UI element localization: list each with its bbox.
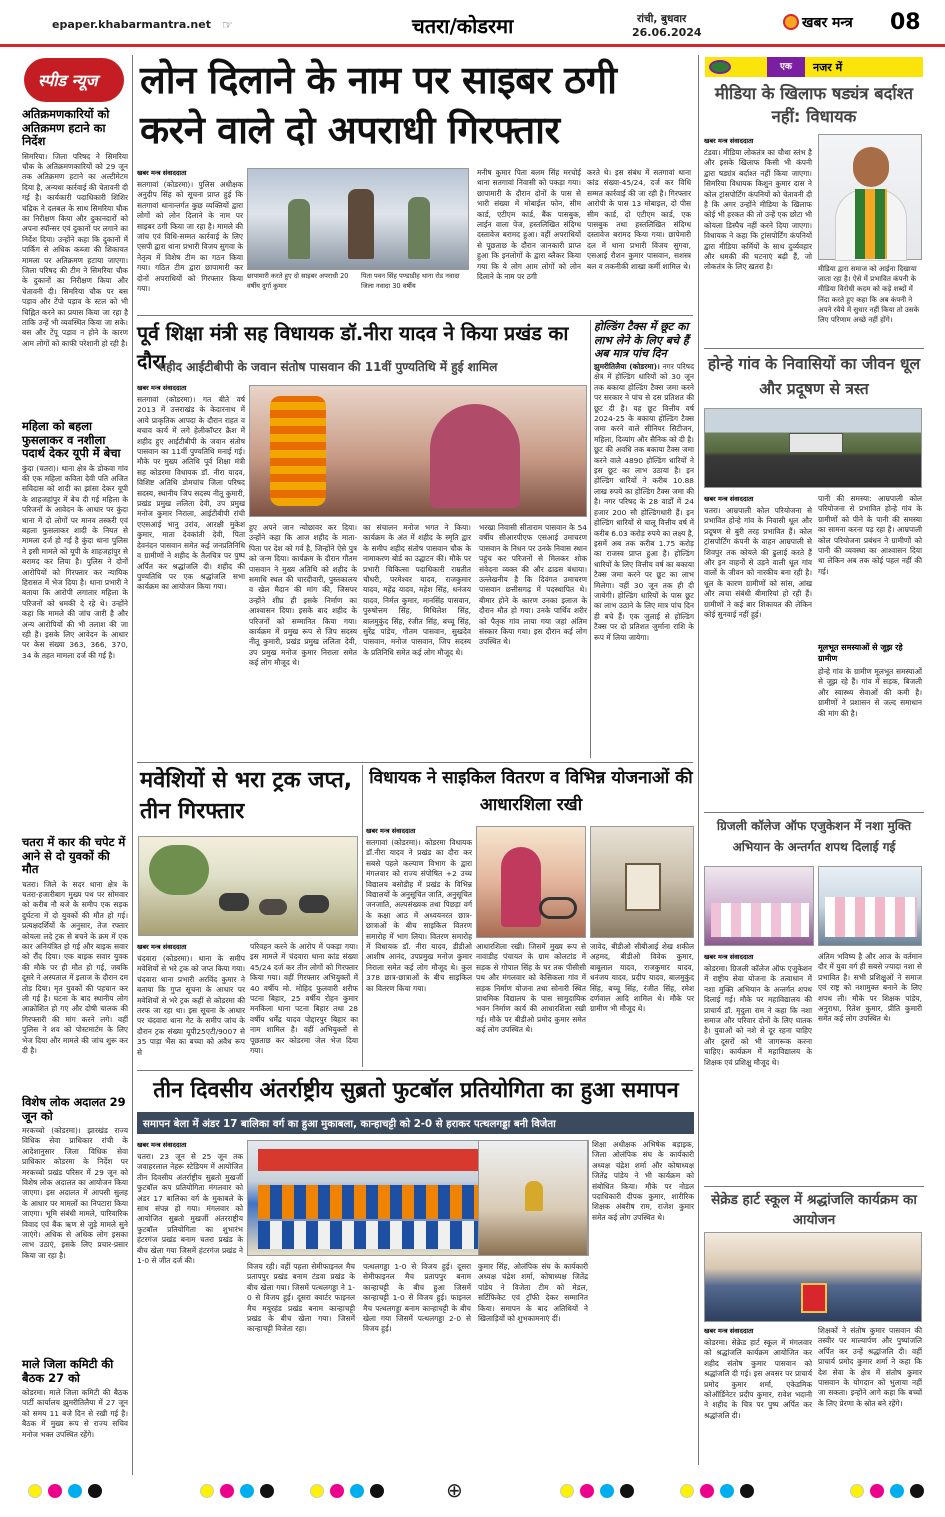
cattle-column-text: परिवहन करने के आरोप में पकड़ा गया। इस मामले में चंदवारा थाना कांड संख्या 45/24 दर्ज कर तीन लोगों को गिरफ्तार किया गया। वहीं गिरफ्तार अभियुक्तों में 40 वर्षीय मो. मोहिद फुलवारी शरीफ पटना बिहार, 25 वर्षीय रोहन कुमार मनकिला थाना पटना बिहार तथा 28 वर्षीय धर्मेंद्र यादव पोद्दारपुर बिहार का नाम शामिल है। वहीं अभियुक्तों से पूछताछ कर कोडरमा जेल भेज दिया गया।	[250, 942, 358, 1056]
sacred-col-1	[704, 1326, 812, 1466]
left-story-5	[22, 1358, 128, 1468]
byline: खबर मन्त्र संवाददाता	[704, 137, 754, 145]
masthead	[0, 0, 945, 47]
holding-dateline: झुमरीतिलैया (कोडरमा)।	[594, 362, 660, 371]
left-story-body: सिमरिया। जिला परिषद ने सिमरिया चौक के अतिक्रमणकारियों को 29 जून तक अतिक्रमण हटाने का अल्टीमेटम दिया है, अन्यथा कार्रवाई की चेतावनी दी गई है। कार्यकारी पदाधिकारी शिशिर चंद्रिक ने दलबल के साथ सिमरिया चौक का निरीक्षण किया और दुकानदारों को अपना स्पॉन्सर एवं दुकानों पर लगाने का निर्देश दिया। उन्होंने कहा कि दुकानों में पार्किंग से अधिक कब्जा की शिकायत मामला पर अतिक्रमण हटाया जाएगा। जिला परिषद की टीम ने सिमरिया चौक के दुकानों का निरीक्षण किया और चेतावनी दी। सिमरिया चौक पर बस पड़ाव और टेंपो पड़ाव के स्टल को भी चिह्नित करने का प्रयास किया जा रहा है ताकि उन्हें भी व्यवस्थित किया जा सके। बस और टेंपू पड़ाव न होने के कारण आम लोगों को काफी परेशानी हो रही है।	[22, 151, 128, 348]
section-divider	[704, 1186, 924, 1187]
left-story-body: कोडरमा। माले जिला कमिटी की बैठक पार्टी कार्यालय झुमरीतिलैया में 27 जून को समय 11 बजे दिन से रखी गई है। बैठक में मुख्य रूप से राज्य सचिव मनोज भक्त उपस्थित रहेंगे।	[22, 1388, 128, 1439]
color-registration-dot	[310, 1484, 324, 1498]
cattle-truck-photo	[138, 836, 358, 936]
holding-story	[594, 320, 694, 758]
speed-news-text: स्पीड न्यूज	[38, 71, 98, 90]
mla-media-col-1	[704, 136, 812, 344]
sacred-text: शिक्षकों ने संतोष कुमार पासवान की तस्वीर पर माल्यार्पण और पुष्पांजलि अर्पित कर उन्हें श्रद्धांजलि दी। वहीं प्राचार्य प्रमोद कुमार शर्मा ने कहा कि देश सेवा के क्षेत्र में संतोष कुमार पासवान के योगदान को भुलाया नहीं जा सकता। इन्होंने आगे कहा कि बच्चों के लिए प्रेरणा के स्रोत बने रहेंगे।	[818, 1326, 922, 1408]
cattle-col-1	[137, 942, 245, 1064]
stone-plaque	[625, 863, 661, 911]
issue-date: 26.06.2024	[632, 26, 702, 39]
left-story-title: महिला को बहला फुसलाकर व नशीला पदार्थ देकर यूपी में बेचा	[22, 419, 121, 460]
left-story-title: विशेष लोक अदालत 29 जून को	[22, 1095, 126, 1123]
sacred-text: कोडरमा। सेक्रेड हार्ट स्कूल में मंगलवार को श्रद्धांजलि कार्यक्रम आयोजित कर शहीद संतोष कुमार पासवान को श्रद्धांजलि दी गई। इस अवसर पर प्राचार्य प्रमोद कुमार शर्मा, एकेडमिक कोऑर्डिनेटर प्रदीप कुमार, रावेश भदानी ने शहीद के चित्र पर पुष्प अर्पित कर श्रद्धांजलि दी।	[704, 1338, 812, 1420]
color-registration-dot	[910, 1484, 924, 1498]
section-divider	[137, 1070, 693, 1071]
mla-media-text: टंडवा। मीडिया लोकतंत्र का चौथा स्तंभ है और इसके खिलाफ किसी भी कंपनी द्वारा षड्यंत्र बर्दाश्त नहीं किया जाएगा। सिमरिया विधायक किशुन कुमार दास ने कोल ट्रांसपोर्टिंग कंपनियों को चेतावनी दी है कि अगर उन्होंने मीडिया के खिलाफ कोई भी हरकत की तो उन्हें एक छोटा भी कोयला डिस्पैच नहीं करने दिया जाएगा। विधायक ने कहा कि ट्रांसपोर्टिंग कंपनियों द्वारा मीडिया कर्मियों के साथ दुर्व्यवहार और धमकी की घटनाएं बढ़ी हैं, जो लोकतंत्र के लिए खतरा है।	[704, 148, 812, 272]
color-registration-dot	[330, 1484, 344, 1498]
byline: खबर मन्त्र संवाददाता	[704, 1327, 754, 1335]
color-registration-dot	[680, 1484, 694, 1498]
mla-media-headline: मीडिया के खिलाफ षड्यंत्र बर्दाश्त नहीं: विधायक	[714, 84, 914, 126]
teacher-story-headline: पूर्व शिक्षा मंत्री सह विधायक डॉ.नीरा यादव ने किया प्रखंड का दौरा	[137, 322, 569, 373]
color-registration-dot	[720, 1484, 734, 1498]
trophy-icon	[525, 1181, 543, 1211]
dust-text: पानी की समस्या: आम्रपाली कोल परियोजना से प्रभावित होन्हे गांव के ग्रामीणों को पीने के पानी की समस्या का सामना करना पड़ रहा है। आम्रपाली कोल परियोजना प्रबंधन ने ग्रामीणों को पानी की व्यवस्था का आश्वासन दिया था लेकिन अब तक कोई पहल नहीं की गई।	[818, 494, 922, 576]
students-row	[825, 897, 917, 937]
police-figure	[288, 199, 310, 259]
grizli-text: अंतिम भविष्य है और आज के वर्तमान दौर में युवा वर्ग ही सबसे ज्यादा नशा से प्रभावित है। सभी प्रशिक्षुओं ने समाज एवं राष्ट्र को नशामुक्त बनाने के लिए शपथ ली। मौके पर शिक्षक पांडेय, अनुराधा, रितेश कुमार, प्रीति कुमारी समेत कई लोग उपस्थित थे।	[818, 952, 922, 1024]
teacher-column-text: सतगावां (कोडरमा)। गत बीते वर्ष 2013 में उत्तराखंड के केदारनाथ में आये प्राकृतिक आपदा के दौरान राहत व बचाव कार्य में लगे हेलीकॉप्टर क्रैश में शहीद हुए आईटीबीपी के जवान संतोष पासवान का 11वीं पुण्यतिथि मनाई गई। मौके पर मुख्य अतिथि पूर्व शिक्षा मंत्री सह कोडरमा विधायक डॉ. नीरा यादव, विशिष्ट अतिथि डोमचांच जिला परिषद सदस्य, स्थानीय जिप सदस्य नीतू कुमारी, प्रखंड प्रमुख ललिता देवी, उप प्रमुख मनोज कुमार निराला, आईटीबीपी रांची एएसआई भानु उरांव, आरक्षी मुकेश कुमार, माता देवकांती देवी, पिता देवनंदन पासवान समेत कई जनप्रतिनिधि व ग्रामीणों ने शहीद के तैलचित्र पर पुष्प अर्पित कर श्रद्धांजलि दी। शहीद की पुण्यतिथि पर एक श्रद्धांजलि सभा कार्यक्रम का आयोजन किया गया।	[137, 395, 245, 592]
color-registration-dot	[240, 1484, 254, 1498]
color-registration-dot	[600, 1484, 614, 1498]
football-subhead-bar	[137, 1112, 694, 1134]
left-story-4	[22, 1096, 128, 1340]
portrait-frame	[801, 1283, 827, 1313]
color-registration-dot	[350, 1484, 364, 1498]
nazar-ek-text: एक	[780, 62, 792, 72]
color-registration-dot	[370, 1484, 384, 1498]
portrait-head	[853, 147, 889, 187]
teacher-col-1	[137, 383, 245, 755]
lead-column-text: करते थे। इस संबंध में सतगावां थाना कांड संख्या-45/24, दर्ज कर विधि सम्मत कार्रवाई की जा रही है। गिरफ्तार आरोपी के पास 13 मोबाइल, दो पीस सीम कार्ड, दो एटीएम कार्ड, एक पासबुक तथा हस्तलिखित संदिग्ध दस्तावेज बरामद किया गया। छापेमारी दल में थाना प्रभारी विजय सुगवा, एसआई रौशन कुमार पासवान, सशस्त्र बल व तकनीकी शाखा कर्मी शामिल थे।	[587, 168, 691, 271]
column-divider	[362, 765, 363, 1067]
holding-headline: होल्डिंग टैक्स में छूट का लाभ लेने के लिए बचे हैं अब मात्र पांच दिन	[594, 320, 689, 360]
left-story-body: कुंदा (चतरा)। थाना क्षेत्र के डोकवा गांव की एक महिला कविता देवी पति अजित सविदास को शादी का झांसा देकर यूपी के शाहजहांपुर में बेच दी गई महिला के परिजनों के आवेदन के आधार पर कुंदा थाना में दो लोगों पर मानव तस्करी एवं बहला फुसलाकर शादी के नियत से मामला दर्ज हो गई है कुंदा थाना पुलिस ने इसी मामले को यूपी के शाहजहांपुर से बरामद कर लिया है। पुलिस ने दोनों आरोपियों को गिरफ्तार कर न्यायिक हिरासत में भेज दिया है। थाना प्रभारी ने बताया कि आरोपी लगातार महिला के परिजनों को धमकी दे रहे थे। उन्होंने कहा कि मामले की जांच जारी है और अन्य आरोपियों की भी तलाश की जा रही है। इसके लिए आवेदन के आधार पर केस संख्या 363, 366, 370, 34 के तहत मामला दर्ज की गई है।	[22, 463, 128, 660]
teacher-column-text: हुए अपने जान न्योछावर कर दिया। उन्होंने कहा कि आज शहीद के माता-पिता पर देश को गर्व है, जिन्होंने ऐसे पुत्र को जन्म दिया। कार्यक्रम के दौरान गौतम पासवान ने मुख्य अतिथि को शहीद के समाधि स्थल की चारदीवारी, पुस्तकालय व खेल मैदान की मांग की, जिसपर उन्होंने शीघ्र ही इसके निर्माण का आश्वासन दिया। इसके बाद शहीद के परिजनों को सम्मानित किया गया। कार्यक्रम में प्रमुख रूप से जिप सदस्य नीतू कुमारी, प्रखंड प्रमुख ललिता देवी, उप प्रमुख मनोज कुमार निराला समेत कई लोग मौजूद थे।	[249, 523, 357, 668]
byline: खबर मन्त्र संवाददाता	[704, 495, 754, 503]
cattle-column-text: चंदवारा (कोडरमा)। थाना के समीप मवेशियों से भरे ट्रक को जप्त किया गया। चंदवारा थाना प्रभारी अरविंद कुमार ने बताया कि गुप्त सूचना के आधार पर मवेशियों से भरे ट्रक कहीं से कोडरमा की तरफ जा रहा था। इस सूचना के आधार पर चंदवारा थाना गेट के समीप जांच के दौरान ट्रक संख्या यूपी25एटी/9007 से 35 पाड़ा भैंस का बच्चा को अवैध रूप से	[137, 954, 245, 1057]
left-story-1	[22, 108, 128, 454]
dust-col-1	[704, 494, 812, 808]
police-figure	[348, 189, 374, 259]
byline: खबर मन्त्र संवाददाता	[137, 384, 187, 392]
dust-road-photo	[704, 408, 922, 488]
football-column-text: शिक्षा अधीक्षक अभिषेक बड़ाइक, जिला ओलंपिक संघ के कार्यकारी अध्यक्ष चंद्रेश शर्मा और कोषाध्यक्ष जितेंद्र पांडेय ने भी कार्यक्रम को संबोधित किया। मौके पर नोडल पदाधिकारी दीपक कुमार, शारीरिक शिक्षक अंबरीष राम, राजेश कुमार समेत कई लोग उपस्थित थे।	[592, 1140, 694, 1222]
color-registration-dot	[28, 1484, 42, 1498]
woman-figure	[430, 404, 520, 508]
lead-headline: लोन दिलाने के नाम पर साइबर ठगी करने वाले दो अपराधी गिरफ्तार	[140, 58, 617, 152]
football-award-photo	[478, 1140, 588, 1256]
bicycle-shape	[539, 897, 577, 919]
left-story-body: चतरा। जिले के सदर थाना क्षेत्र के चतरा-हजारीबाग मुख्य पथ पर सोमवार को करीब नौ बजे के समीप एक सड़क दुर्घटना में दो युवकों की मौत हो गई। प्रत्यक्षदर्शियों के अनुसार, तेज रफ्तार कोयला लदे ट्रक से बचने के क्रम में एक कार अनियंत्रित हो गई और बाइक सवार को रौंद दिया। एक बाइक सवार युवक की मौके पर ही मौत हो गई, जबकि दूसरे ने अस्पताल में इलाज के दौरान दम तोड़ दिया। मृत युवकों की पहचान कर ली गई है। घटना के बाद स्थानीय लोग आक्रोशित हो गए और दोषी चालक की गिरफ्तारी की मांग करने लगे। वहीं पुलिस ने शव को पोस्टमार्टम के लिए भेज दिया और मामले की जांच शुरू कर दी है।	[22, 879, 128, 1055]
color-registration-dot	[260, 1484, 274, 1498]
lead-col-1	[137, 168, 243, 306]
byline: खबर मन्त्र संवाददाता	[366, 827, 416, 835]
tree-shape	[149, 845, 209, 895]
speed-news-logo	[24, 58, 124, 102]
garland-portrait	[270, 396, 326, 506]
section-divider	[137, 762, 693, 763]
left-story-body: मरकच्चो (कोडरमा)। झारखंड राज्य विधिक सेवा प्राधिकार रांची के आदेशानुसार जिला विधिक सेवा प्राधिकार कोडरमा के निर्देश पर मरकच्चो प्रखंड परिसर में 29 जून को विशेष लोक अदालत का आयोजन किया जाएगा। इस अदालत में आपसी सुलह के आधार पर मामलों का निपटारा किया जाएगा। भूमि संबंधी मामले, पारिवारिक विवाद एवं बैंक ऋण से जुड़े मामले सुने जाएंगे। अधिक से अधिक लोग इसका लाभ उठाएं, इसके लिए प्रचार-प्रसार किया जा रहा है।	[22, 1126, 128, 1260]
left-story-2	[22, 420, 128, 824]
byline: खबर मन्त्र संवाददाता	[137, 943, 187, 951]
left-column-divider	[132, 55, 133, 1475]
left-story-title: चतरा में कार की चपेट में आने से दो युवकों की मौत	[22, 835, 126, 876]
teacher-column-text: भरखा निवासी सीताराम पासवान के 54 वर्षीय सीआरपीएफ एसआई उमाचरण पासवान के निधन पर उनके निवास स्थान पहुंच कर परिजनों से मिलकर शोक संवेदना व्यक्त की और ढाढस बंधाया। उल्लेखनीय है कि दिवंगत उमाचरण पासवान छत्तीसगढ़ में पदस्थापित थे। बीमार होने के कारण उनका इलाज के दौरान मौत हो गया। उनके पार्थिव शरीर को पैतृक गांव लाया गया जहां अंतिम संस्कार किया गया। इस दौरान कई लोग उपस्थित थे।	[479, 523, 587, 647]
site-url[interactable]: epaper.khabarmantra.net	[52, 18, 211, 31]
football-column-text: पत्थलगड्डा 1-0 से विजय हुई। दूसरा सेमीफाइनल मैच प्रतापपुर बनाम कान्हाचट्टी के बीच हुआ जिसमें कान्हाचट्टी 1-0 से विजय हुई। फाइनल मैच पत्थलगड्डा बनाम कान्हाचट्टी के बीच खेला गया जिसमें पत्थलगड्डा 2-0 से विजय हुई।	[363, 1262, 471, 1334]
grizli-photo-1	[704, 866, 814, 946]
dust-text: होन्हे गांव के ग्रामीण मूलभूत समस्याओं से जूझ रहे हैं। गांव में सड़क, बिजली और स्वास्थ्य सेवाओं की कमी है। ग्रामीणों ने प्रशासन से जल्द समाधान की मांग की है।	[818, 667, 922, 718]
color-registration-dot	[48, 1484, 62, 1498]
students-row	[711, 903, 809, 937]
column-divider	[590, 320, 591, 758]
brand-logo-icon	[783, 14, 799, 30]
brand-name: खबर मन्त्र	[802, 15, 853, 31]
right-column-divider	[698, 55, 699, 1465]
lead-column-text: मनीष कुमार पिता बलम सिंह मरचोई थाना सतगावां निवासी को पकड़ा गया। छापामारी के दौरान दोनों के पास से भारी संख्या में मोबाईल फोन, सीम कार्ड, एटीएम कार्ड, बैंक पासबुक, लाईन वाला पेज, हस्तलिखित संदिग्ध दस्तावेज बरामद हुआ। वहीं अपराधियों से पूछताछ के दौरान जानकारी प्राप्त हुआ कि इनलोगों के द्वारा ब्लैकर किया गया कि ये लोग आम लोगों को लोन दिलाने के नाम पर ठगी	[477, 168, 581, 282]
left-story-title: माले जिला कमिटी की बैठक 27 को	[22, 1357, 114, 1385]
color-registration-dot	[700, 1484, 714, 1498]
color-registration-dot	[850, 1484, 864, 1498]
nazar-text: नजर में	[813, 61, 843, 74]
police-figure	[408, 197, 430, 259]
cattle-shape	[299, 895, 329, 913]
section-divider	[137, 315, 693, 316]
foundation-stone-photo	[590, 826, 694, 938]
mla-photo-caption: मीडिया द्वारा समाज को आईना दिखाया जाता रहा है। ऐसे में प्रभावित कंपनी के मीडिया विरोधी कदम को कड़े शब्दों में निंदा करते हुए कहा कि अब कंपनी ने अपने रवैये में सुधार नहीं किया तो उसके लिए परिणाम अच्छे नहीं होंगे।	[818, 264, 920, 325]
teacher-story-photo	[249, 385, 587, 517]
teacher-story-body	[137, 383, 589, 758]
nazar-ek-label	[767, 57, 805, 77]
cycle-column-text: आधारशिला रखी। जिसमें मुख्य रूप से नावाडीह पंचायत के ग्राम कोलटांड में सड़क से गोपाल सिंह के घर तक पीसीसी पथ और मंगलवार को केसिकला गांव में सड़क निर्माण योजना तथा सोनारी स्थित प्राथमिक विद्यालय के पास सामुदायिक भवन निर्माण कार्य की आधारशिला रखी गई। मौके पर बीडीओ प्रमोद कुमार समेत कई लोग उपस्थित थे।	[476, 942, 586, 1035]
football-subhead: समापन बेला में अंडर 17 बालिका वर्ग का हुआ मुकाबला, कान्हाचट्टी को 2-0 से हराकर पत्थलगड्डा बनी विजेता	[143, 1119, 556, 1130]
color-registration-dot	[220, 1484, 234, 1498]
registration-crosshair-icon: ⊕	[446, 1478, 463, 1502]
color-registration-dot	[88, 1484, 102, 1498]
lead-photo-arrest	[247, 168, 469, 270]
football-column-text: कुमार सिंह, ओलंपिक संघ के कार्यकारी अध्यक्ष चंद्रेश शर्मा, कोषाध्यक्ष जितेंद्र पांडेय ने विजेता टीम को मेडल, सर्टिफिकेट एवं ट्रॉफी देकर सम्मानित किया। समापन के बाद अतिथियों ने खिलाड़ियों को शुभकामनाएं दीं।	[478, 1262, 588, 1324]
lead-story-body	[137, 168, 693, 310]
color-registration-dot	[870, 1484, 884, 1498]
mla-portrait-photo	[818, 134, 922, 260]
holding-body	[594, 362, 694, 756]
section-divider	[704, 812, 924, 813]
dust-subhead: मूलभूत समस्याओं से जूझ रहे ग्रामीण	[818, 643, 903, 663]
byline: खबर मन्त्र संवाददाता	[137, 1141, 187, 1149]
truck-shape	[789, 433, 843, 453]
page-number: 08	[890, 10, 921, 35]
cattle-shape	[259, 899, 287, 915]
dust-col-2	[818, 494, 922, 797]
woman-figure	[501, 847, 541, 927]
section-divider	[704, 348, 924, 349]
dust-headline: होन्हे गांव के निवासियों का जीवन धूल और प्रदूषण से त्रस्त	[707, 355, 921, 398]
cattle-headline: मवेशियों से भरा ट्रक जप्त, तीन गिरफ्तार	[140, 768, 353, 824]
section-title: चतरा/कोडरमा	[412, 14, 514, 38]
left-story-title: अतिक्रमणकारियों को अतिक्रमण हटाने का निर्देश	[22, 107, 110, 148]
grizli-photo-2	[818, 866, 922, 946]
color-registration-dot	[560, 1484, 574, 1498]
football-column-text: चतरा। 23 जून से 25 जून तक जवाहरलाल नेहरू स्टेडियम में आयोजित तीन दिवसीय अंतर्राष्ट्रीय सुब्रतो मुखर्जी फुटबॉल कप प्रतियोगिता मंगलवार को अंडर 17 बालिका वर्ग के मुकाबले के साथ संपन्न हो गया। मंगलवार को आयोजित सुब्रतो मुखर्जी अंतरराष्ट्रीय फुटबॉल प्रतियोगिता का शुभारंभ हंटरगंज प्रखंड बनाम चतरा प्रखंड के बीच खेला गया जिसमें हंटरगंज प्रखंड ने 1-0 से जीत दर्ज की।	[137, 1152, 243, 1266]
cycle-col-1	[366, 826, 472, 1064]
dust-text: चतरा। आम्रपाली कोल परियोजना से प्रभावित होन्हे गांव के निवासी धूल और प्रदूषण से बुरी तरह प्रभावित हैं। कोल ट्रांसपोर्टिंग कंपनी के वाहन आम्रपाली से शिवपुर तक कोयले की ढुलाई करते हैं और इन वाहनों से उड़ने वाली धूल गांव वालों के जीवन को नारकीय बना रही है। धूल के कारण ग्रामीणों को सांस, आंख और त्वचा संबंधी बीमारियां हो रही हैं। ग्रामीणों ने कई बार शिकायत की लेकिन कोई सुनवाई नहीं हुई।	[704, 506, 812, 620]
sacred-headline: सेक्रेड हार्ट स्कूल में श्रद्धांजलि कार्यक्रम का आयोजन	[711, 1192, 917, 1228]
cycle-headline: विधायक ने साइकिल वितरण व विभिन्न योजनाओं की आधारशिला रखी	[369, 768, 693, 815]
left-story-3	[22, 836, 128, 1094]
football-column-text: विजय रही। वहीं पहला सेमीफाइनल मैच प्रतापपुर प्रखंड बनाम टंडवा प्रखंड के बीच खेला गया। जिसमें पत्थलगड्डा ने 1-0 से विजय हुई। दूसरा क्वार्टर फाइनल मैच मयूरहंड प्रखंड बनाम कान्हाचट्टी प्रखंड के बीच खेला गया। जिसमें कान्हाचट्टी विजेता रहा।	[247, 1262, 355, 1334]
color-registration-dot	[890, 1484, 904, 1498]
teacher-story-subhead: शहीद आईटीबीपी के जवान संतोष पासवान की 11वीं पुण्यतिथि में हुई शामिल	[158, 360, 498, 374]
color-registration-dot	[580, 1484, 594, 1498]
football-col-1	[137, 1140, 243, 1464]
color-registration-dot	[68, 1484, 82, 1498]
lead-column-text: सतगावां (कोडरमा)। पुलिस अधीक्षक अनुदीप सिंह को सूचना प्राप्त हुई कि सतगावां थानान्तर्गत कुछ व्यक्तियों द्वारा लोगों को लोन दिलाने के नाम पर साइबर ठगी किया जा रहा है। मामले की जांच एवं विधि-सम्मत कार्रवाई के लिए एसपी द्वारा थाना प्रभारी विजय सुगवा के नेतृत्व में विशेष टीम का गठन किया गया। गठित टीम द्वारा छापामारी कर दोनों अपराधियों को गिरफ्तार किया गया।	[137, 180, 243, 294]
color-registration-dot	[200, 1484, 214, 1498]
eye-icon	[709, 60, 731, 74]
cursor-icon: ☞	[222, 18, 233, 32]
cycle-distribution-photo	[476, 826, 586, 938]
city-day: रांची, बुधवार	[637, 13, 687, 25]
lead-photo-caption: पिता पवन सिंह पण्डाडीह थाना रोड नवादा जिला नवादा 30 वर्षीय	[361, 272, 460, 290]
cycle-column-text: सतगावां (कोडरमा)। कोडरमा विधायक डॉ.नीरा यादव ने प्रखंड का दौरा कर सबसे पहले कल्याण विभाग के द्वारा मंगलवार को राज्य संपोषित +2 उच्च विद्यालय बसोडीह में प्रखंड के विभिन्न विद्यालयों के अनुसूचित जाति, अनुसूचित जनजाति, अल्पसंख्यक तथा पिछड़ा वर्ग के कक्षा आठ में अध्ययनरत छात्र-छात्राओं के बीच साइकिल वितरण समारोह में भाग लिया। वितरण समारोह में विधायक डॉ. नीरा यादव, डीडीओ आशीष आनंद, उपप्रमुख मनोज कुमार निराला समेत कई लोग मौजूद थे। कुल 378 छात्र-छात्राओं के बीच साइकिल का वितरण किया गया।	[366, 838, 472, 993]
teacher-column-text: का संचालन मनोज भगत ने किया। कार्यक्रम के अंत में शहीद के स्मृति द्वार के समीप शहीद संतोष पासवान चौक के नामाकरण बोर्ड का उद्घाटन की। मौके पर प्रभारी चिकित्सा पदाधिकारी राम्रतीत चौधरी, परमेश्वर यादव, राजकुमार यादव, महेंद्र यादव, महेश सिंह, धनंजय यादव, निर्मल कुमार, मानसिंह पासवान, पुरुषोत्तम सिंह, मिथिलेश सिंह, बालमुकुंद सिंह, रंजीत सिंह, बच्चू सिंह, सुरेंद्र पांडेय, गौतम पासवान, सुखदेव पासवान, मनोज पासवान, जिप सदस्य के प्रतिनिधि समेत कई लोग मौजूद थे।	[363, 523, 471, 657]
grizli-headline: ग्रिजली कॉलेज ऑफ एजुकेशन में नशा मुक्ति अभियान के अन्तर्गत शपथ दिलाई गई	[716, 819, 912, 854]
holding-body-text: नगर परिषद क्षेत्र में होल्डिंग धारियों को 30 जून तक बकाया होल्डिंग टैक्स जमा करने पर सरकार ने पांच से दस प्रतिशत की छूट दी है। यह छूट वित्तीय वर्ष 2024-25 के बकाया होल्डिंग टैक्स जमा करने वाले सीनियर सिटीजन, महिला, दिव्यांग और सैनिक को दी है। छूट की अवधि तक बकाया टैक्स जमा करने वाले 4890 होल्डिंग धारियों ने इस छूट का लाभ उठाया है। इन होल्डिंग धारियों ने करीब 10.88 लाख रुपये का होल्डिंग टैक्स जमा की है। नगर परिषद के 28 वार्डों में 24 हजार 200 सौ होल्डिंगधारी हैं। इन होल्डिंग धारियों से चालू वित्तीय वर्ष में करीब 6.03 करोड़ रुपये का लक्ष्य है, इसमें अब तक करीब 1.75 करोड़ का राजस्व प्राप्त हुआ है। होल्डिंग धारियों के लिए वित्तीय वर्ष का बकाया टैक्स जमा करने पर छूट का लाभ मिलेगा। वहीं 30 जून तक ही दी जायेगी। होल्डिंग धारियों के पास छूट का लाभ उठाने के लिए मात्र पांच दिन ही बचे हैं। एक जुलाई से होल्डिंग टैक्स पर दो प्रतिशत जुर्माना राशि के रूप में लिया जायेगा।	[594, 362, 694, 642]
cattle-shape	[219, 893, 249, 911]
sacred-heart-photo	[704, 1232, 922, 1322]
cycle-column-text: जावेद, बीडीओ सीबीआई शेख शकील अहमद, बीडीओ विवेक कुमार, बाबूलाल यादव, राजकुमार यादव, धनंजय यादव, प्रदीप यादव, बालमुकुंद सिंह, बच्चू सिंह, रंजीत सिंह, रमेश दर्णवाल आदि शामिल थे। मौके पर ग्रामीण भी मौजूद थे।	[590, 942, 694, 1014]
ek-nazar-banner	[705, 57, 923, 77]
grizli-col-1	[704, 952, 812, 1182]
byline: खबर मन्त्र संवाददाता	[137, 169, 187, 177]
lead-photo-caption: छापामारी करते हुए दो साइबर अपराधी 20 वर्षीय दुर्गा कुमार	[247, 272, 349, 290]
color-registration-dot	[620, 1484, 634, 1498]
byline: खबर मन्त्र संवाददाता	[704, 953, 754, 961]
grizli-text: कोडरमा। ग्रिजली कॉलेज ऑफ एजुकेशन में राष्ट्रीय सेवा योजना के तत्वाधान में नशा मुक्ति अभियान के अन्तर्गत शपथ दिलाई गई। मौके पर महाविद्यालय की प्राचार्य डॉ. मृदुला राम ने कहा कि नशा समाज और परिवार दोनों के लिए घातक है। युवाओं को नशे से दूर रहना चाहिए और दूसरों को भी जागरूक करना चाहिए। कार्यक्रम में महाविद्यालय के शिक्षक एवं प्रशिक्षु मौजूद थे।	[704, 964, 812, 1067]
portrait-scarf	[855, 189, 887, 259]
football-headline: तीन दिवसीय अंतर्राष्ट्रीय सुब्रतो फुटबॉल प्रतियोगिता का हुआ समापन	[153, 1078, 679, 1103]
color-registration-dot	[740, 1484, 754, 1498]
